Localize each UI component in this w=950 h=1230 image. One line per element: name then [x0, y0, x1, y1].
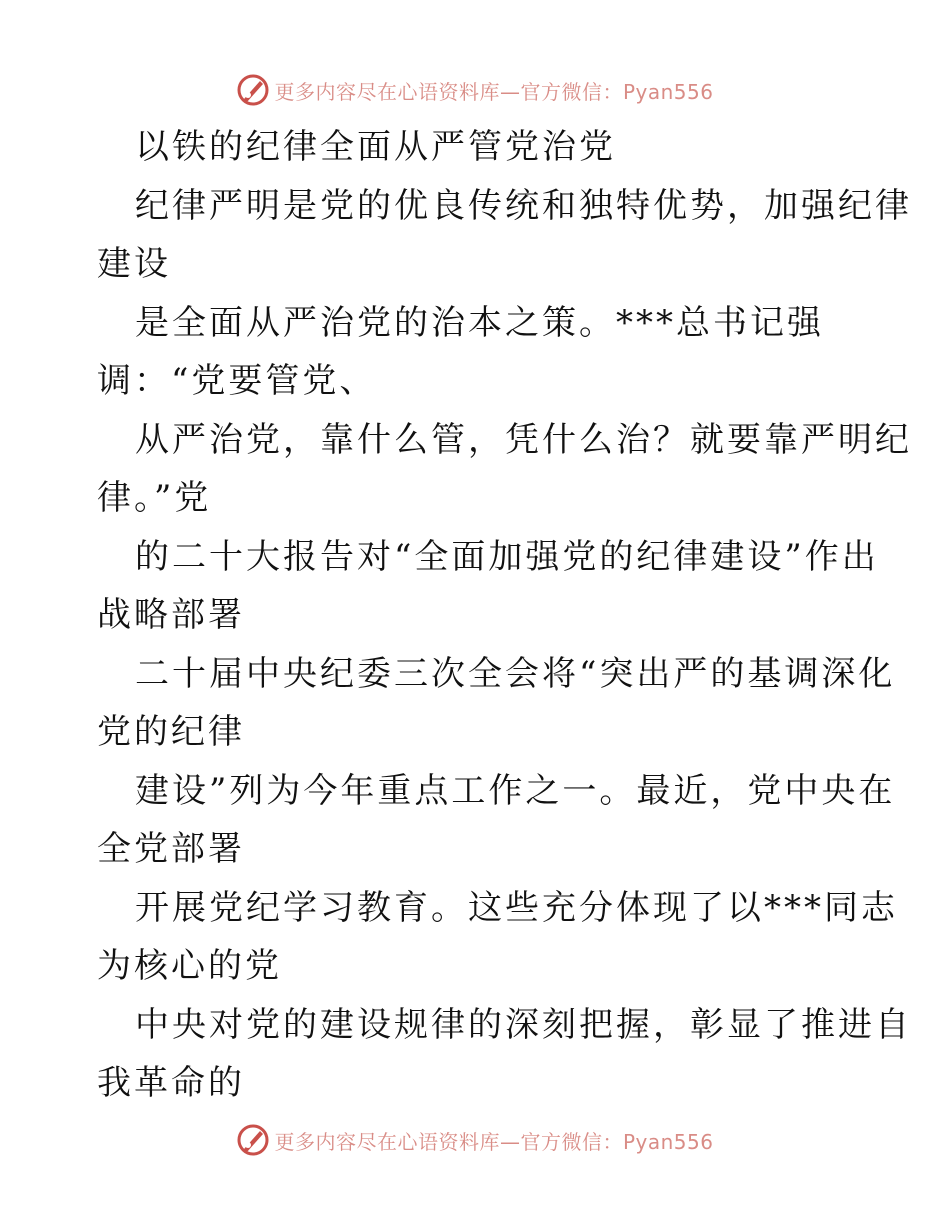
document-body [97, 118, 912, 1113]
text-line: 纪律严明是党的优良传统和独特优势，加强纪律 [135, 185, 912, 226]
header-watermark [0, 70, 950, 110]
text-line: 全党部署 [97, 829, 245, 869]
pen-logo-icon [236, 73, 270, 107]
text-line: 建设”列为今年重点工作之一。最近，党中央在 [135, 770, 896, 811]
pen-logo-icon [236, 1123, 270, 1157]
text-line: 二十届中央纪委三次全会将“突出严的基调深化 [135, 653, 896, 694]
footer-watermark [0, 1120, 950, 1160]
text-line: 律。”党 [97, 478, 212, 518]
text-line: 调：“党要管党、 [97, 361, 377, 401]
text-line: 建设 [97, 244, 171, 284]
watermark-text: 更多内容尽在心语资料库—官方微信：Pyan556 [274, 79, 714, 104]
text-line: 党的纪律 [97, 712, 245, 752]
document-title: 以铁的纪律全面从严管党治党 [135, 127, 616, 167]
text-line: 战略部署 [97, 595, 245, 635]
text-line: 为核心的党 [97, 946, 282, 986]
text-line: 的二十大报告对“全面加强党的纪律建设”作出 [135, 536, 879, 577]
text-line: 我革命的 [97, 1063, 245, 1103]
text-line: 是全面从严治党的治本之策。***总书记强 [135, 302, 824, 343]
text-line: 中央对党的建设规律的深刻把握，彰显了推进自 [135, 1004, 912, 1045]
watermark-text: 更多内容尽在心语资料库—官方微信：Pyan556 [274, 1129, 714, 1154]
text-line: 开展党纪学习教育。这些充分体现了以***同志 [135, 887, 898, 928]
text-line: 从严治党，靠什么管，凭什么治？就要靠严明纪 [135, 419, 912, 460]
